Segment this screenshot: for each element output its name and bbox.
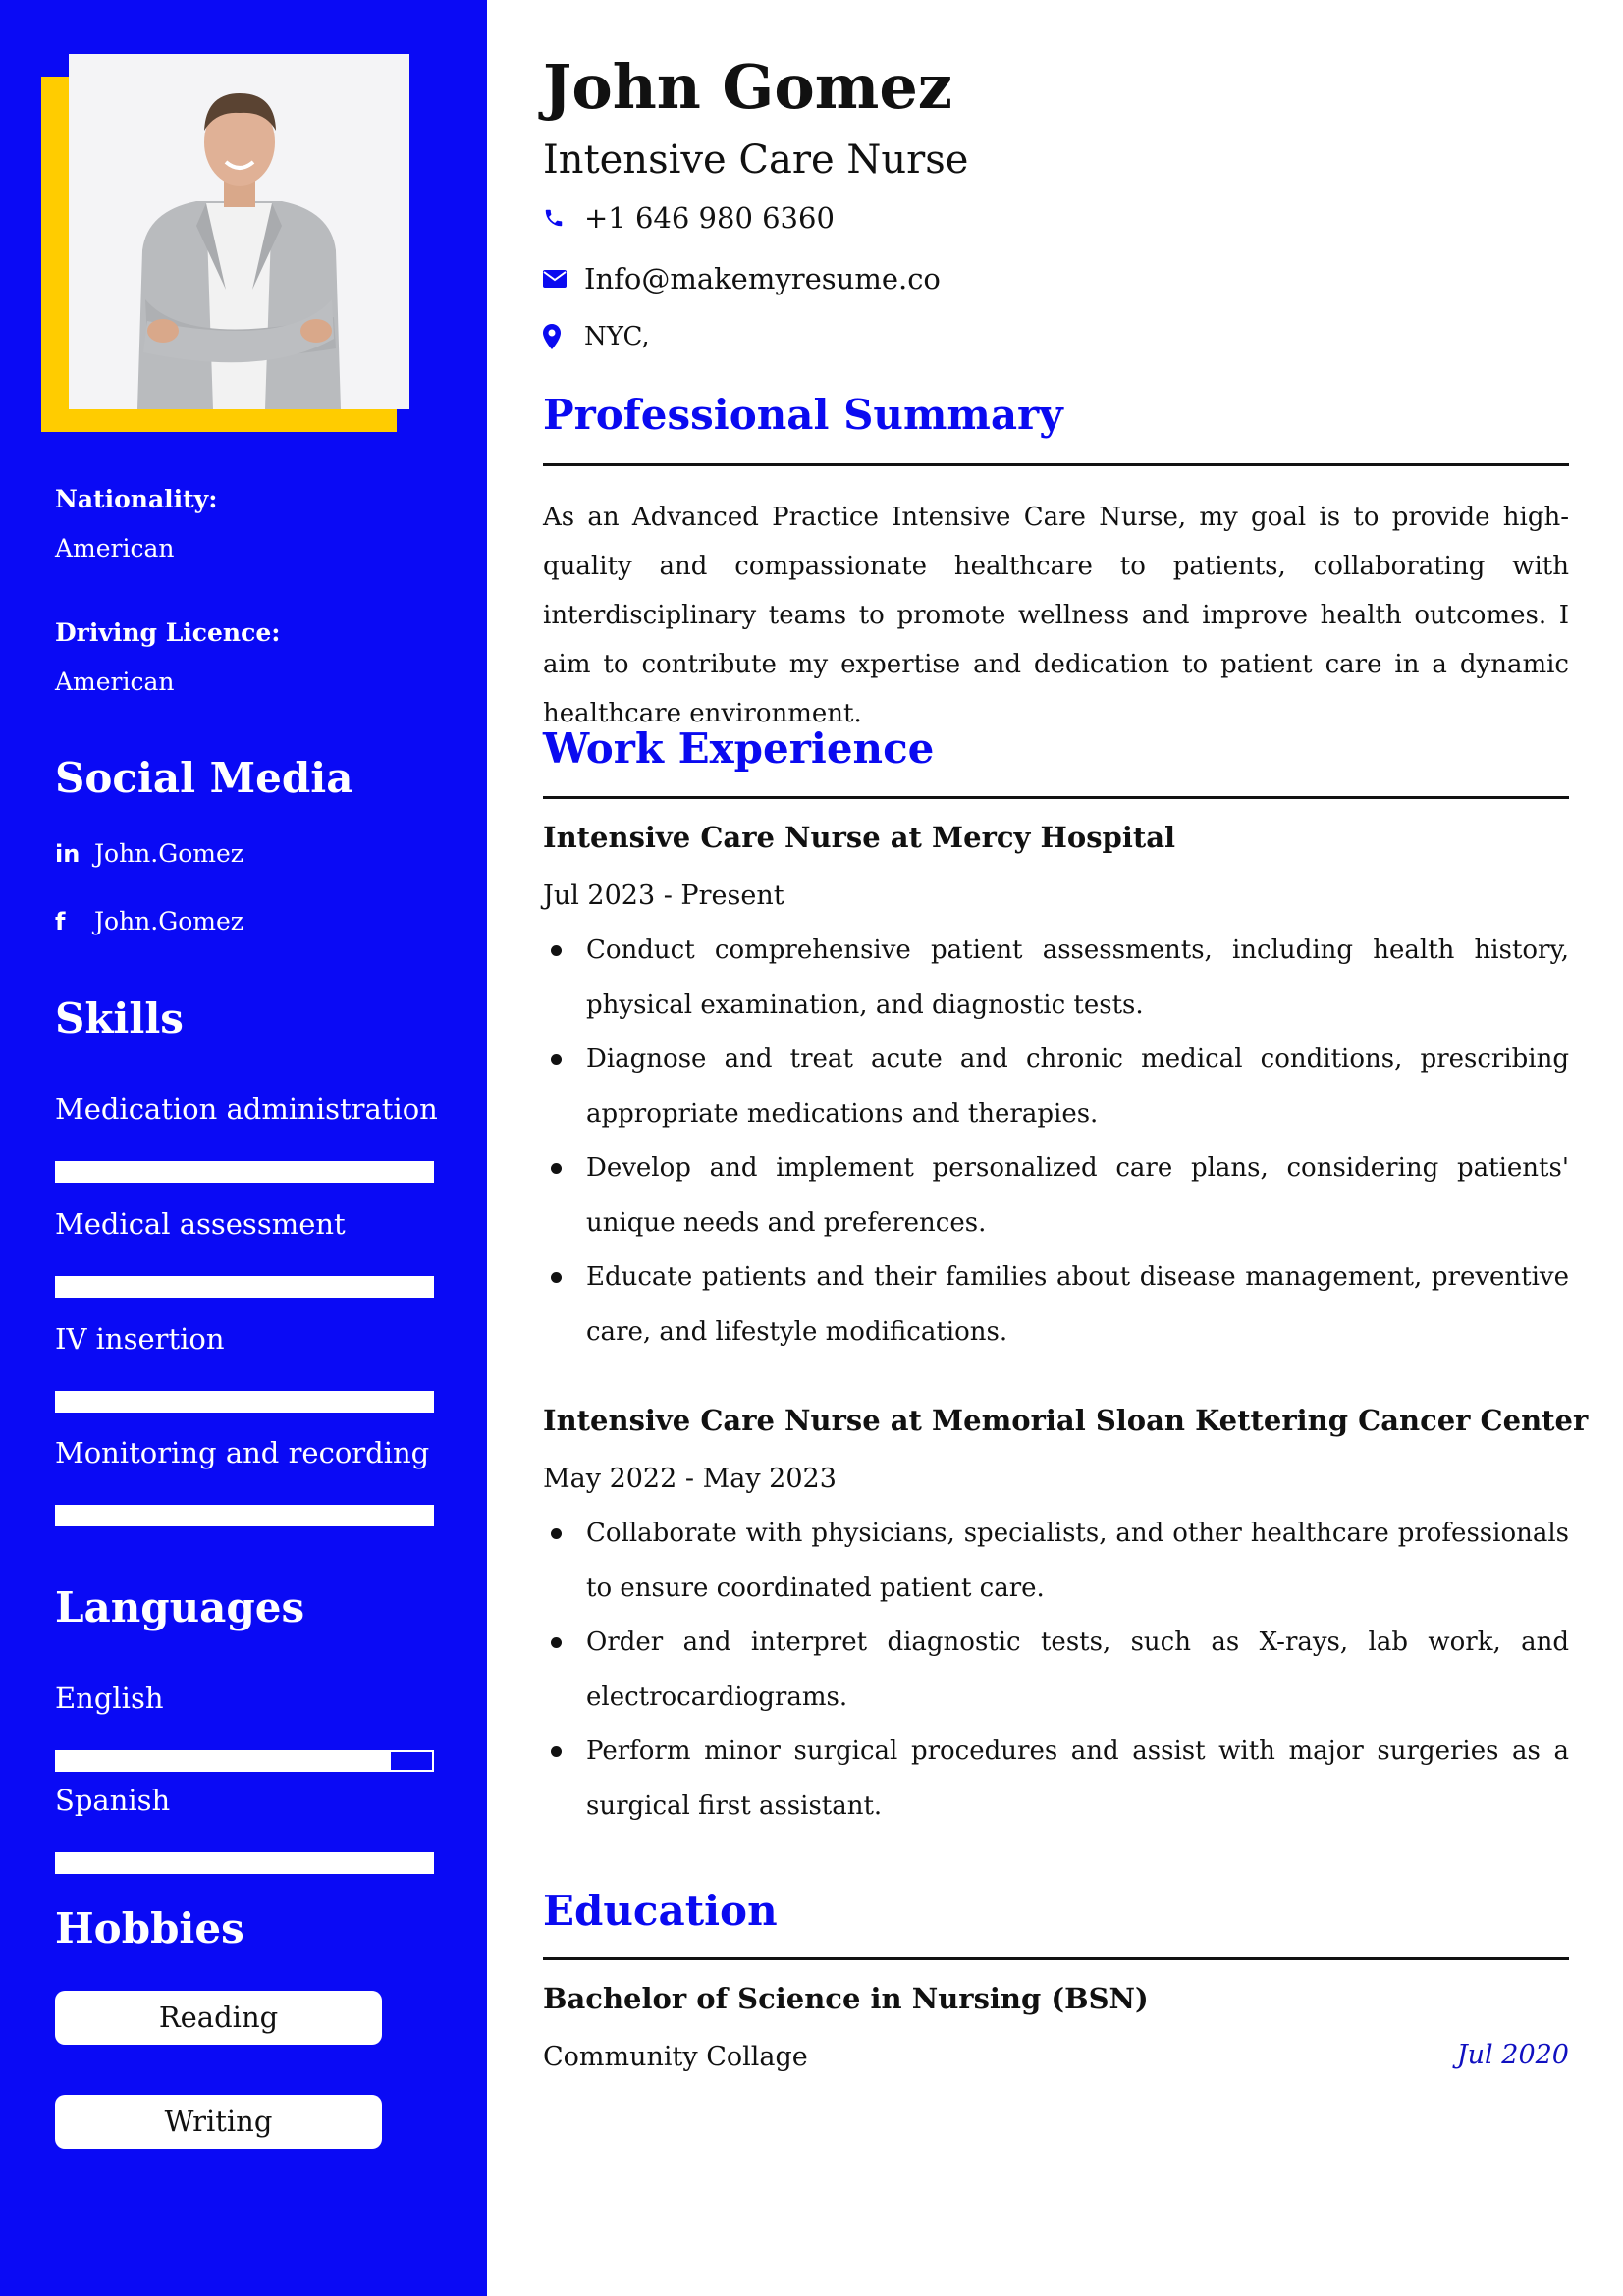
- section-divider: [543, 796, 1569, 799]
- social-facebook[interactable]: [55, 907, 243, 935]
- job-entry-title: Intensive Care Nurse at Memorial Sloan Kettering Cancer Center: [543, 1404, 1589, 1437]
- job-bullets: [543, 1507, 1569, 1834]
- candidate-name: John Gomez: [543, 51, 952, 123]
- skill-name: Medical assessment: [55, 1207, 346, 1241]
- skill-level-bar: [55, 1391, 434, 1413]
- section-divider: [543, 463, 1569, 466]
- email-address: Info@makemyresume.co: [584, 262, 941, 295]
- profile-photo: [69, 54, 409, 409]
- nationality-value: American: [55, 534, 175, 562]
- job-entry-dates: May 2022 - May 2023: [543, 1464, 837, 1494]
- summary-text: As an Advanced Practice Intensive Care Nurse, my goal is to provide high-quality and compassionate healthcare to patients, collaborating with interdisciplinary teams to promote wellness and improve health outcomes. I aim to contribute my expertise and dedication to patient care in a dynamic healthcare environment.: [543, 503, 1569, 728]
- nationality-label: Nationality:: [55, 485, 218, 513]
- envelope-icon: [543, 264, 584, 294]
- languages-heading: Languages: [55, 1583, 305, 1631]
- skill-name: Medication administration: [55, 1093, 438, 1126]
- education-date: Jul 2020: [1456, 2040, 1569, 2070]
- language-level-bar: [55, 1750, 434, 1772]
- language-name: English: [55, 1682, 164, 1715]
- list-item: Collaborate with physicians, specialists, and other healthcare professionals to ensure coordinated patient care.: [543, 1507, 1569, 1616]
- location-text: NYC,: [584, 322, 650, 351]
- skill-name: IV insertion: [55, 1322, 225, 1356]
- job-entry-title: Intensive Care Nurse at Mercy Hospital: [543, 821, 1176, 854]
- linkedin-icon: in: [55, 839, 81, 868]
- skills-heading: Skills: [55, 994, 184, 1042]
- linkedin-handle: John.Gomez: [94, 839, 243, 868]
- professional-summary-heading: Professional Summary: [543, 391, 1063, 439]
- contact-phone[interactable]: [543, 201, 835, 235]
- section-divider: [543, 1957, 1569, 1960]
- work-experience-heading: Work Experience: [543, 724, 935, 773]
- contact-email[interactable]: [543, 262, 941, 295]
- sidebar: [0, 0, 487, 2296]
- degree-title: Bachelor of Science in Nursing (BSN): [543, 1982, 1149, 2015]
- hobby-pill: Reading: [55, 1991, 382, 2045]
- skill-name: Monitoring and recording: [55, 1436, 430, 1469]
- map-pin-icon: [543, 322, 584, 351]
- education-heading: Education: [543, 1887, 778, 1935]
- skill-level-bar: [55, 1276, 434, 1298]
- language-level-bar: [55, 1852, 434, 1874]
- job-title: Intensive Care Nurse: [543, 137, 969, 183]
- driving-licence-label: Driving Licence:: [55, 618, 281, 647]
- list-item: Perform minor surgical procedures and assist with major surgeries as a surgical first assistant.: [543, 1725, 1569, 1834]
- list-item: Conduct comprehensive patient assessments, including health history, physical examination, and diagnostic tests.: [543, 924, 1569, 1033]
- list-item: Order and interpret diagnostic tests, such as X-rays, lab work, and electrocardiograms.: [543, 1616, 1569, 1725]
- contact-location: [543, 322, 650, 351]
- language-name: Spanish: [55, 1784, 171, 1817]
- phone-number: +1 646 980 6360: [584, 201, 835, 235]
- school-name: Community Collage: [543, 2042, 808, 2072]
- social-linkedin[interactable]: [55, 839, 243, 868]
- skill-level-bar: [55, 1161, 434, 1183]
- driving-licence-value: American: [55, 667, 175, 696]
- facebook-handle: John.Gomez: [94, 907, 243, 935]
- social-media-heading: Social Media: [55, 754, 353, 802]
- list-item: Educate patients and their families about disease management, preventive care, and lifestyle modifications.: [543, 1251, 1569, 1360]
- list-item: Diagnose and treat acute and chronic medical conditions, prescribing appropriate medications and therapies.: [543, 1033, 1569, 1142]
- facebook-icon: f: [55, 907, 66, 935]
- hobby-pill: Writing: [55, 2095, 382, 2149]
- skill-level-bar: [55, 1505, 434, 1526]
- phone-icon: [543, 203, 584, 233]
- list-item: Develop and implement personalized care plans, considering patients' unique needs and preferences.: [543, 1142, 1569, 1251]
- job-bullets: [543, 924, 1569, 1360]
- hobbies-heading: Hobbies: [55, 1904, 244, 1952]
- job-entry-dates: Jul 2023 - Present: [543, 881, 784, 911]
